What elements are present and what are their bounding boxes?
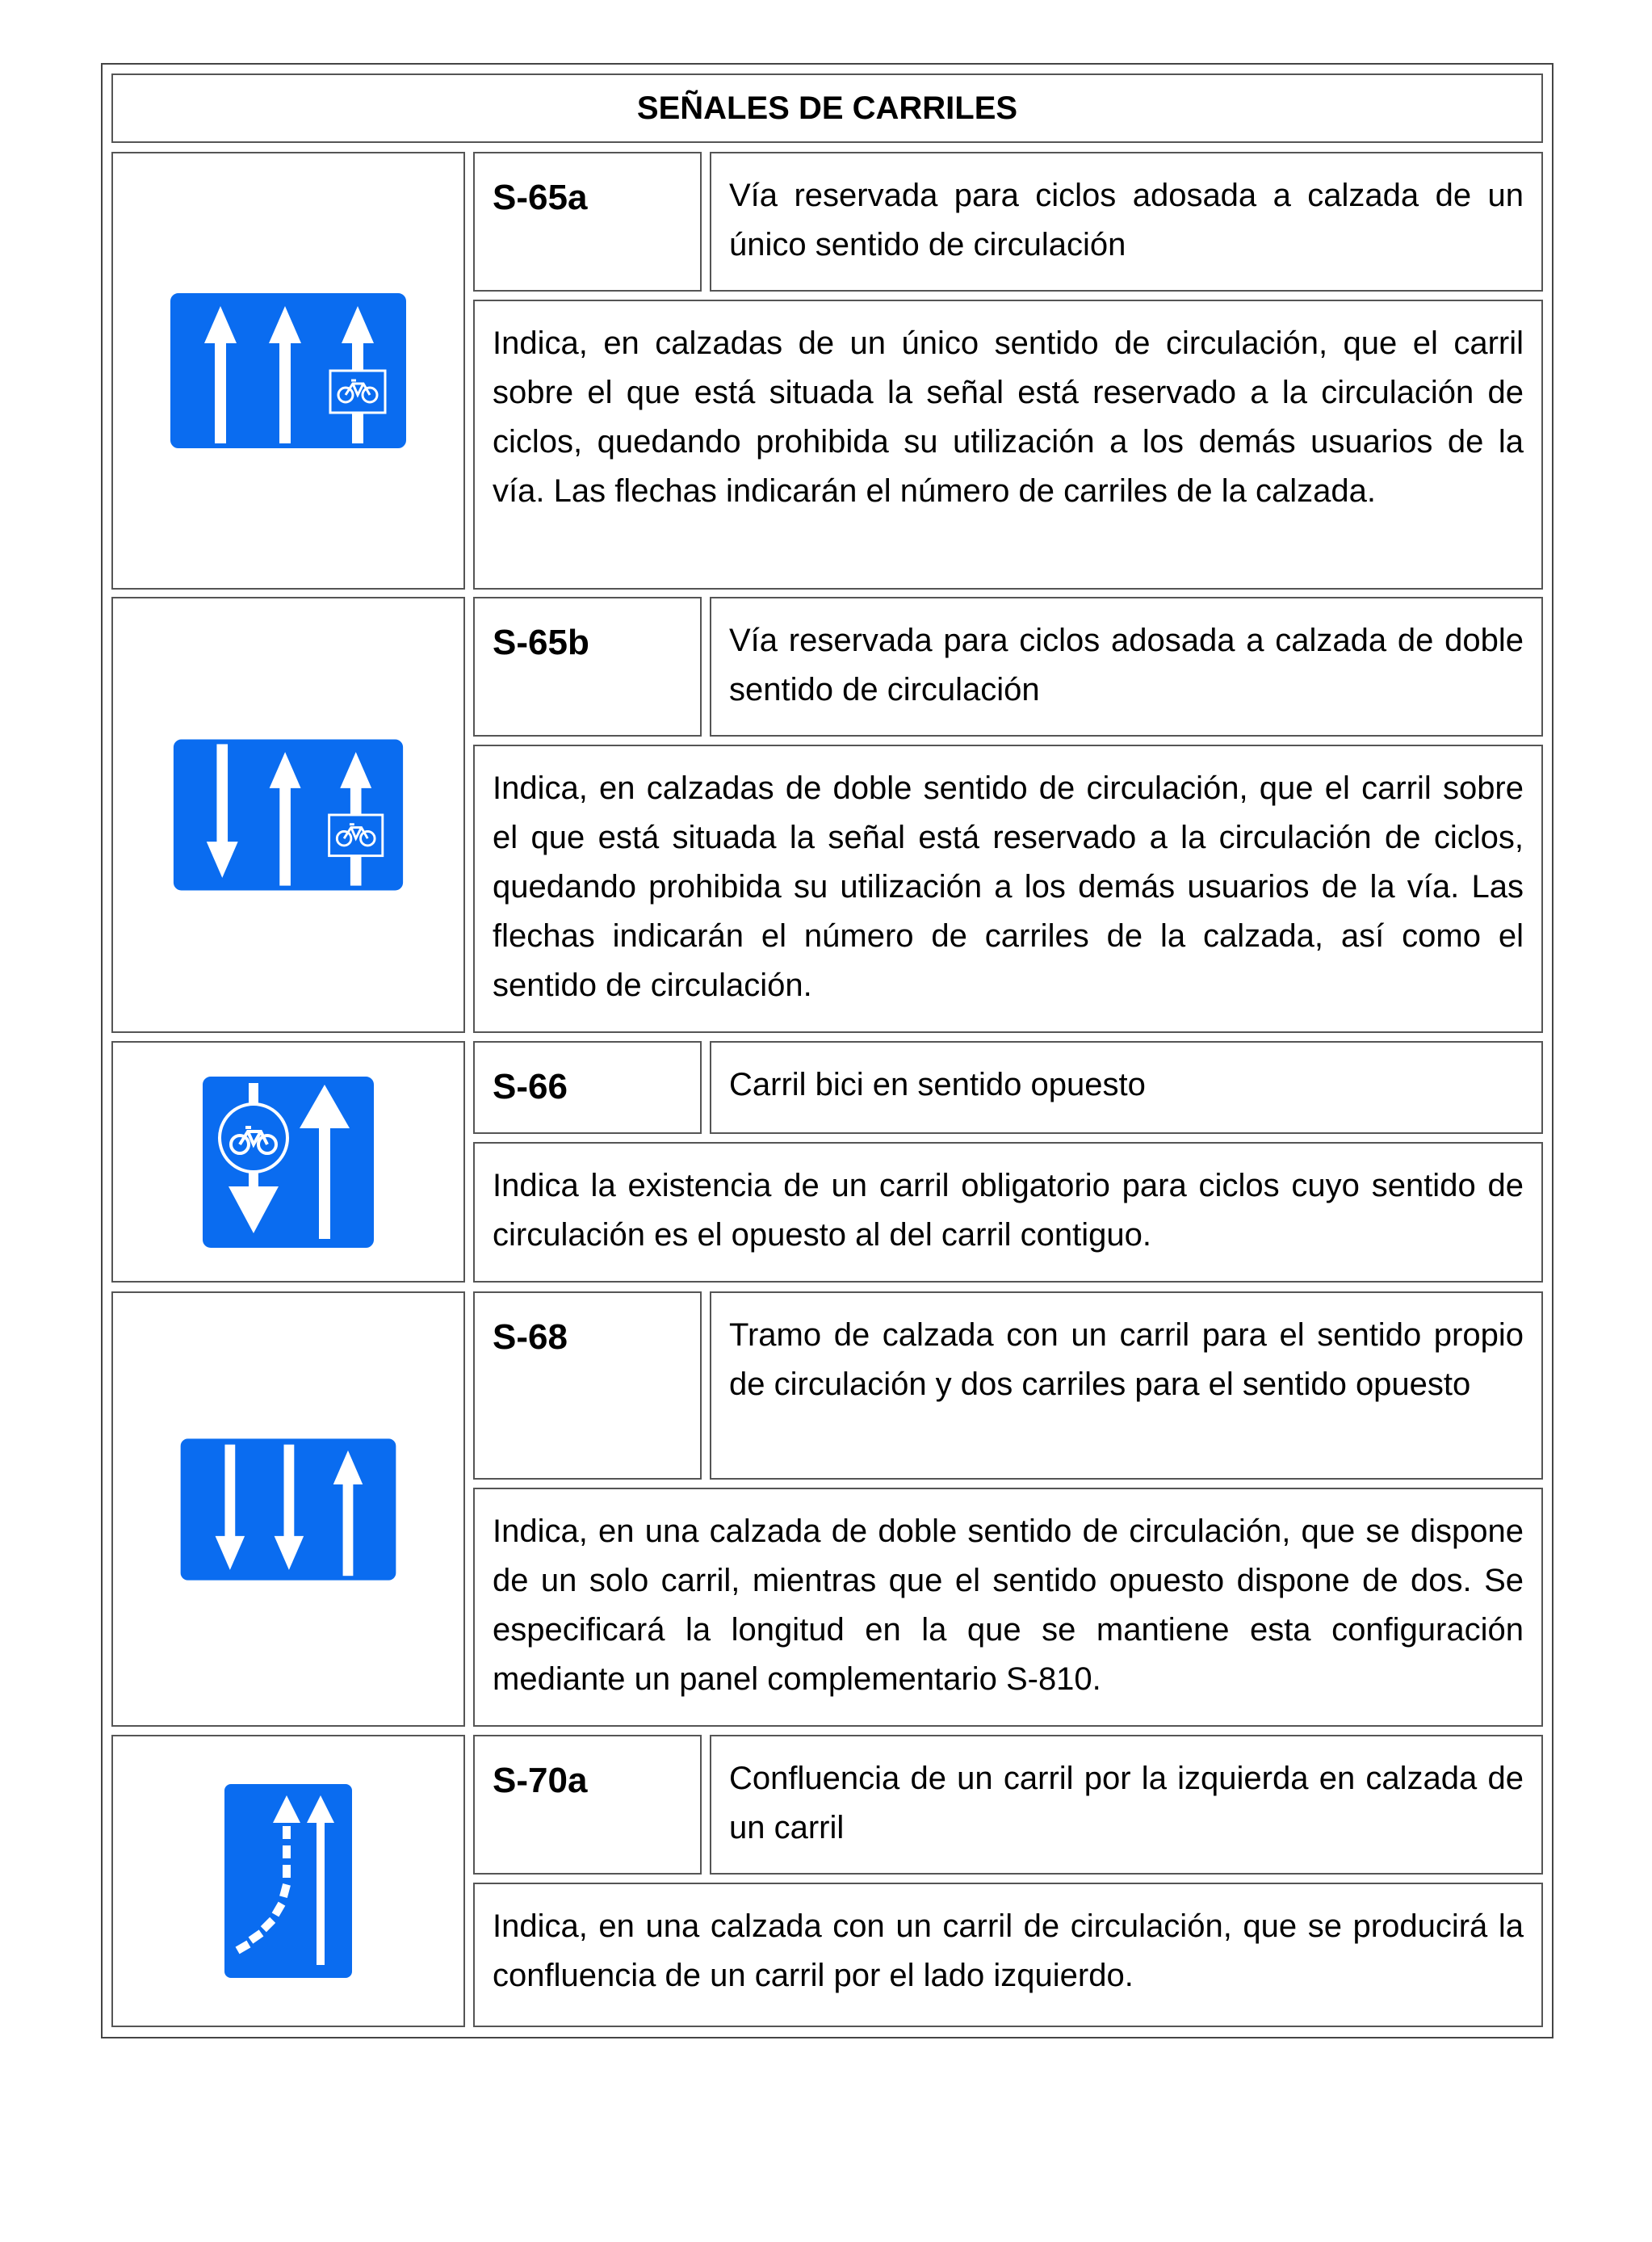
- sign-cell-s66: [111, 1041, 465, 1283]
- code-s65a: S-65a: [473, 152, 702, 292]
- desc-s68: Indica, en una calzada de doble sentido de circulación, que se dispone de un solo carril, mientras que el sentido opuesto dispone de dos. Se especificará la longitud en la que se mantiene esta configuración mediante un panel complementario S-810.: [473, 1488, 1543, 1727]
- down-down-up-arrows-sign-icon: [178, 1434, 399, 1585]
- code-s70a: S-70a: [473, 1735, 702, 1875]
- code-s65b: S-65b: [473, 597, 702, 737]
- sign-cell-s70a: [111, 1735, 465, 2027]
- code-s68: S-68: [473, 1291, 702, 1480]
- sign-cell-s68: [111, 1291, 465, 1727]
- name-s65b: Vía reservada para ciclos adosada a calzada de doble sentido de circulación: [710, 597, 1543, 737]
- down-up-up-arrows-bike-sign-icon: [170, 735, 406, 895]
- sign-cell-s65b: [111, 597, 465, 1033]
- name-s70a: Confluencia de un carril por la izquierda en calzada de un carril: [710, 1735, 1543, 1875]
- name-s66: Carril bici en sentido opuesto: [710, 1041, 1543, 1134]
- sign-cell-s65a: [111, 152, 465, 590]
- desc-s70a: Indica, en una calzada con un carril de circulación, que se producirá la confluencia de un carril por el lado izquierdo.: [473, 1883, 1543, 2027]
- desc-s65b: Indica, en calzadas de doble sentido de circulación, que el carril sobre el que está situada la señal está reservado a la circulación de ciclos, quedando prohibida su utilización a los demás usuarios de la vía. Las flechas indicarán el número de carriles de la calzada, así como el sentido de circulación.: [473, 745, 1543, 1033]
- three-up-arrows-bike-sign-icon: [167, 290, 409, 451]
- left-lane-merge-sign-icon: [221, 1781, 355, 1981]
- desc-s65a: Indica, en calzadas de un único sentido de circulación, que el carril sobre el que está situada la señal está reservado a la circulación de ciclos, quedando prohibida su utilización a los demás usuarios de la vía. Las flechas indicarán el número de carriles de la calzada.: [473, 300, 1543, 590]
- name-s65a: Vía reservada para ciclos adosada a calzada de un único sentido de circulación: [710, 152, 1543, 292]
- code-s66: S-66: [473, 1041, 702, 1134]
- table-title: SEÑALES DE CARRILES: [111, 73, 1543, 143]
- desc-s66: Indica la existencia de un carril obligatorio para ciclos cuyo sentido de circulación es el opuesto al del carril contiguo.: [473, 1142, 1543, 1283]
- name-s68: Tramo de calzada con un carril para el sentido propio de circulación y dos carriles para el sentido opuesto: [710, 1291, 1543, 1480]
- opposite-bike-lane-sign-icon: [199, 1073, 377, 1251]
